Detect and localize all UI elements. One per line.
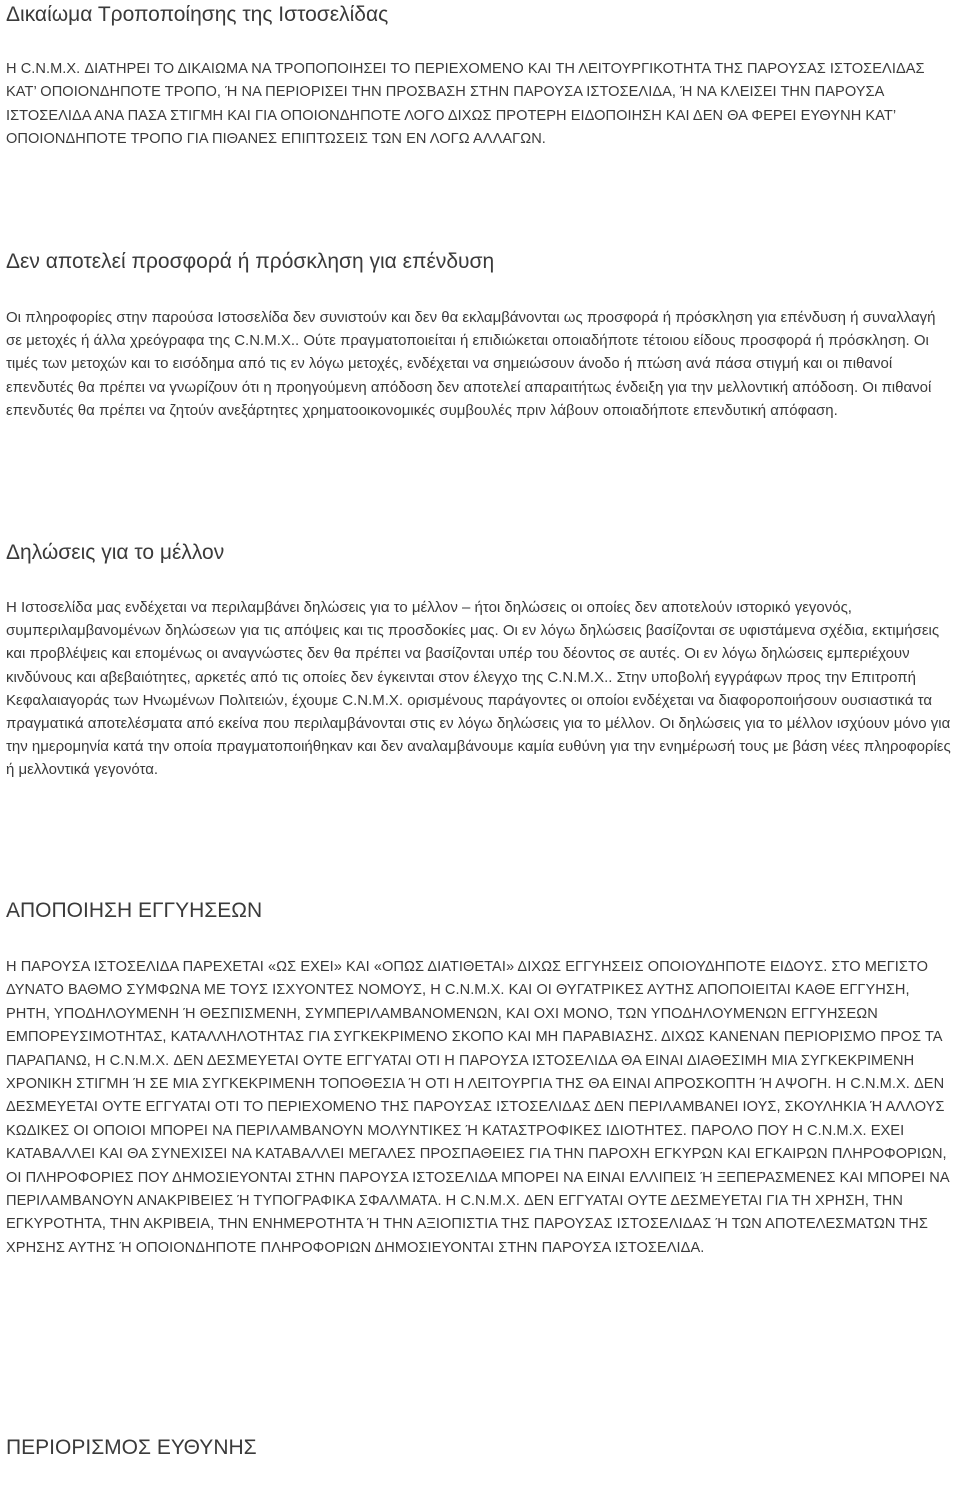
section-title: Δεν αποτελεί προσφορά ή πρόσκληση για επένδυση: [6, 250, 495, 273]
section-title: Δικαίωμα Τροποποίησης της Ιστοσελίδας: [6, 3, 389, 26]
section-body: Η Ιστοσελίδα μας ενδέχεται να περιλαμβάνει δηλώσεις για το μέλλον – ήτοι δηλώσεις οι οποίες δεν αποτελούν ιστορικό γεγονός, συμπεριλαμβανομένων δηλώσεων για τις απόψεις και τις προσδοκίες μας. Οι εν λόγω δηλώσεις βασίζονται σε υφιστάμενα σχέδια, εκτιμήσεις και προβλέψεις και επομένως οι αναγνώστες δεν θα πρέπει να βασίζονται υπέρ του δέοντος σε αυτές. Οι εν λόγω δηλώσεις εμπεριέχουν κινδύνους και αβεβαιότητες, αρκετές από τις οποίες δεν έγκεινται στον έλεγχο της C.N.M.X.. Στην υποβολή εγγράφων προς την Επιτροπή Κεφαλαιαγοράς των Ηνωμένων Πολιτειών, έχουμε C.N.M.X. ορισμένους παράγοντες οι οποίοι ενδέχεται να διαφοροποιήσουν ουσιαστικά τα πραγματικά αποτελέσματα από εκείνα που περιλαμβάνονται στις εν λόγω δηλώσεις για το μέλλον. Οι δηλώσεις για το μέλλον ισχύουν μόνο για την ημερομηνία κατά την οποία πραγματοποιήθηκαν και δεν αναλαμβάνουμε καμία ευθύνη για την ενημέρωσή τους με βάση νέες πληροφορίες ή μελλοντικά γεγονότα.: [6, 599, 951, 779]
section-title: Δηλώσεις για το μέλλον: [6, 541, 225, 564]
section-body: Η C.N.M.X. ΔΙΑΤΗΡΕΙ ΤΟ ΔΙΚΑΙΩΜΑ ΝΑ ΤΡΟΠΟΠΟΙΗΣΕΙ ΤΟ ΠΕΡΙΕΧΟΜΕΝΟ ΚΑΙ ΤΗ ΛΕΙΤΟΥΡΓΙΚΟΤΗΤΑ ΤΗΣ ΠΑΡΟΥΣΑΣ ΙΣΤΟΣΕΛΙΔΑΣ ΚΑΤ’ ΟΠΟΙΟΝΔΗΠΟΤΕ ΤΡΟΠΟ, Ή ΝΑ ΠΕΡΙΟΡΙΣΕΙ ΤΗΝ ΠΡΟΣΒΑΣΗ ΣΤΗΝ ΠΑΡΟΥΣΑ ΙΣΤΟΣΕΛΙΔΑ, Ή ΝΑ ΚΛΕΙΣΕΙ ΤΗΝ ΠΑΡΟΥΣΑ ΙΣΤΟΣΕΛΙΔΑ ΑΝΑ ΠΑΣΑ ΣΤΙΓΜΗ ΚΑΙ ΓΙΑ ΟΠΟΙΟΝΔΗΠΟΤΕ ΛΟΓΟ ΔΙΧΩΣ ΠΡΟΤΕΡΗ ΕΙΔΟΠΟΙΗΣΗ ΚΑΙ ΔΕΝ ΘΑ ΦΕΡΕΙ ΕΥΘΥΝΗ ΚΑΤ’ ΟΠΟΙΟΝΔΗΠΟΤΕ ΤΡΟΠΟ ΓΙΑ ΠΙΘΑΝΕΣ ΕΠΙΠΤΩΣΕΙΣ ΤΩΝ ΕΝ ΛΟΓΩ ΑΛΛΑΓΩΝ.: [6, 61, 925, 148]
section-body: Οι πληροφορίες στην παρούσα Ιστοσελίδα δεν συνιστούν και δεν θα εκλαμβάνονται ως προσφορά ή πρόσκληση για επένδυση ή συναλλαγή σε μετοχές ή άλλα χρεόγραφα της C.N.M.X.. Ούτε πραγματοποιείται ή επιδιώκεται οποιαδήποτε τέτοιου είδους προσφορά ή πρόσκληση. Οι τιμές των μετοχών και το εισόδημα από τις εν λόγω μετοχές, ενδέχεται να σημειώσουν άνοδο ή πτώση ανά πάσα στιγμή και οι πιθανοί επενδυτές θα πρέπει να γνωρίζουν ότι η προηγούμενη απόδοση δεν αποτελεί απαραιτήτως ένδειξη για την μελλοντική απόδοση. Οι πιθανοί επενδυτές θα πρέπει να ζητούν ανεξάρτητες χρηματοοικονομικές συμβουλές πριν λάβουν οποιαδήποτε επενδυτική απόφαση.: [6, 309, 936, 419]
section-body: Η ΠΑΡΟΥΣΑ ΙΣΤΟΣΕΛΙΔΑ ΠΑΡΕΧΕΤΑΙ «ΩΣ ΕΧΕΙ» ΚΑΙ «ΟΠΩΣ ΔΙΑΤΙΘΕΤΑΙ» ΔΙΧΩΣ ΕΓΓΥΗΣΕΙΣ ΟΠΟΙΟΥΔΗΠΟΤΕ ΕΙΔΟΥΣ. ΣΤΟ ΜΕΓΙΣΤΟ ΔΥΝΑΤΟ ΒΑΘΜΟ ΣΥΜΦΩΝΑ ΜΕ ΤΟΥΣ ΙΣΧΥΟΝΤΕΣ ΝΟΜΟΥΣ, Η C.N.M.X. ΚΑΙ ΟΙ ΘΥΓΑΤΡΙΚΕΣ ΑΥΤΗΣ ΑΠΟΠΟΙΕΙΤΑΙ ΚΑΘΕ ΕΓΓΥΗΣΗ, ΡΗΤΗ, ΥΠΟΔΗΛΟΥΜΕΝΗ Ή ΘΕΣΠΙΣΜΕΝΗ, ΣΥΜΠΕΡΙΛΑΜΒΑΝΟΜΕΝΩΝ, ΚΑΙ ΟΧΙ ΜΟΝΟ, ΤΩΝ ΥΠΟΔΗΛΟΥΜΕΝΩΝ ΕΓΓΥΗΣΕΩΝ ΕΜΠΟΡΕΥΣΙΜΟΤΗΤΑΣ, ΚΑΤΑΛΛΗΛΟΤΗΤΑΣ ΓΙΑ ΣΥΓΚΕΚΡΙΜΕΝΟ ΣΚΟΠΟ ΚΑΙ ΜΗ ΠΑΡΑΒΙΑΣΗΣ. ΔΙΧΩΣ ΚΑΝΕΝΑΝ ΠΕΡΙΟΡΙΣΜΟ ΠΡΟΣ ΤΑ ΠΑΡΑΠΑΝΩ, Η C.N.M.X. ΔΕΝ ΔΕΣΜΕΥΕΤΑΙ ΟΥΤΕ ΕΓΓΥΑΤΑΙ ΟΤΙ Η ΠΑΡΟΥΣΑ ΙΣΤΟΣΕΛΙΔΑ ΘΑ ΕΙΝΑΙ ΔΙΑΘΕΣΙΜΗ ΜΙΑ ΣΥΓΚΕΚΡΙΜΕΝΗ ΧΡΟΝΙΚΗ ΣΤΙΓΜΗ Ή ΣΕ ΜΙΑ ΣΥΓΚΕΚΡΙΜΕΝΗ ΤΟΠΟΘΕΣΙΑ Ή ΟΤΙ Η ΛΕΙΤΟΥΡΓΙΑ ΤΗΣ ΘΑ ΕΙΝΑΙ ΑΠΡΟΣΚΟΠΤΗ Ή ΑΨΟΓΗ. Η C.N.M.X. ΔΕΝ ΔΕΣΜΕΥΕΤΑΙ ΟΥΤΕ ΕΓΓΥΑΤΑΙ ΟΤΙ ΤΟ ΠΕΡΙΕΧΟΜΕΝΟ ΤΗΣ ΠΑΡΟΥΣΑΣ ΙΣΤΟΣΕΛΙΔΑΣ ΔΕΝ ΠΕΡΙΛΑΜΒΑΝΕΙ ΙΟΥΣ, ΣΚΟΥΛΗΚΙΑ Ή ΑΛΛΟΥΣ ΚΩΔΙΚΕΣ ΟΙ ΟΠΟΙΟΙ ΜΠΟΡΕΙ ΝΑ ΠΕΡΙΛΑΜΒΑΝΟΥΝ ΜΟΛΥΝΤΙΚΕΣ Ή ΚΑΤΑΣΤΡΟΦΙΚΕΣ ΙΔΙΟΤΗΤΕΣ. ΠΑΡΟΛΟ ΠΟΥ Η C.N.M.X. ΕΧΕΙ ΚΑΤΑΒΑΛΛΕΙ ΚΑΙ ΘΑ ΣΥΝΕΧΙΣΕΙ ΝΑ ΚΑΤΑΒΑΛΛΕΙ ΜΕΓΑΛΕΣ ΠΡΟΣΠΑΘΕΙΕΣ ΓΙΑ ΤΗΝ ΠΑΡΟΧΗ ΕΓΚΥΡΩΝ ΚΑΙ ΕΓΚΑΙΡΩΝ ΠΛΗΡΟΦΟΡΙΩΝ, ΟΙ ΠΛΗΡΟΦΟΡΙΕΣ ΠΟΥ ΔΗΜΟΣΙΕΥΟΝΤΑΙ ΣΤΗΝ ΠΑΡΟΥΣΑ ΙΣΤΟΣΕΛΙΔΑ ΜΠΟΡΕΙ ΝΑ ΕΙΝΑΙ ΕΛΛΙΠΕΙΣ Ή ΞΕΠΕΡΑΣΜΕΝΕΣ ΚΑΙ ΜΠΟΡΕΙ ΝΑ ΠΕΡΙΛΑΜΒΑΝΟΥΝ ΑΝΑΚΡΙΒΕΙΕΣ Ή ΤΥΠΟΓΡΑΦΙΚΑ ΣΦΑΛΜΑΤΑ. Η C.N.M.X. ΔΕΝ ΕΓΓΥΑΤΑΙ ΟΥΤΕ ΔΕΣΜΕΥΕΤΑΙ ΓΙΑ ΤΗ ΧΡΗΣΗ, ΤΗΝ ΕΓΚΥΡΟΤΗΤΑ, ΤΗΝ ΑΚΡΙΒΕΙΑ, ΤΗΝ ΕΝΗΜΕΡΟΤΗΤΑ Ή ΤΗΝ ΑΞΙΟΠΙΣΤΙΑ ΤΗΣ ΠΑΡΟΥΣΑΣ ΙΣΤΟΣΕΛΙΔΑΣ Ή ΤΩΝ ΑΠΟΤΕΛΕΣΜΑΤΩΝ ΤΗΣ ΧΡΗΣΗΣ ΑΥΤΗΣ Ή ΟΠΟΙΟΝΔΗΠΟΤΕ ΠΛΗΡΟΦΟΡΙΩΝ ΔΗΜΟΣΙΕΥΟΝΤΑΙ ΣΤΗΝ ΠΑΡΟΥΣΑ ΙΣΤΟΣΕΛΙΔΑ.: [6, 959, 949, 1256]
section-title: ΑΠΟΠΟΙΗΣΗ ΕΓΓΥΗΣΕΩΝ: [6, 899, 263, 922]
section-title: ΠΕΡΙΟΡΙΣΜΟΣ ΕΥΘΥΝΗΣ: [6, 1436, 257, 1459]
